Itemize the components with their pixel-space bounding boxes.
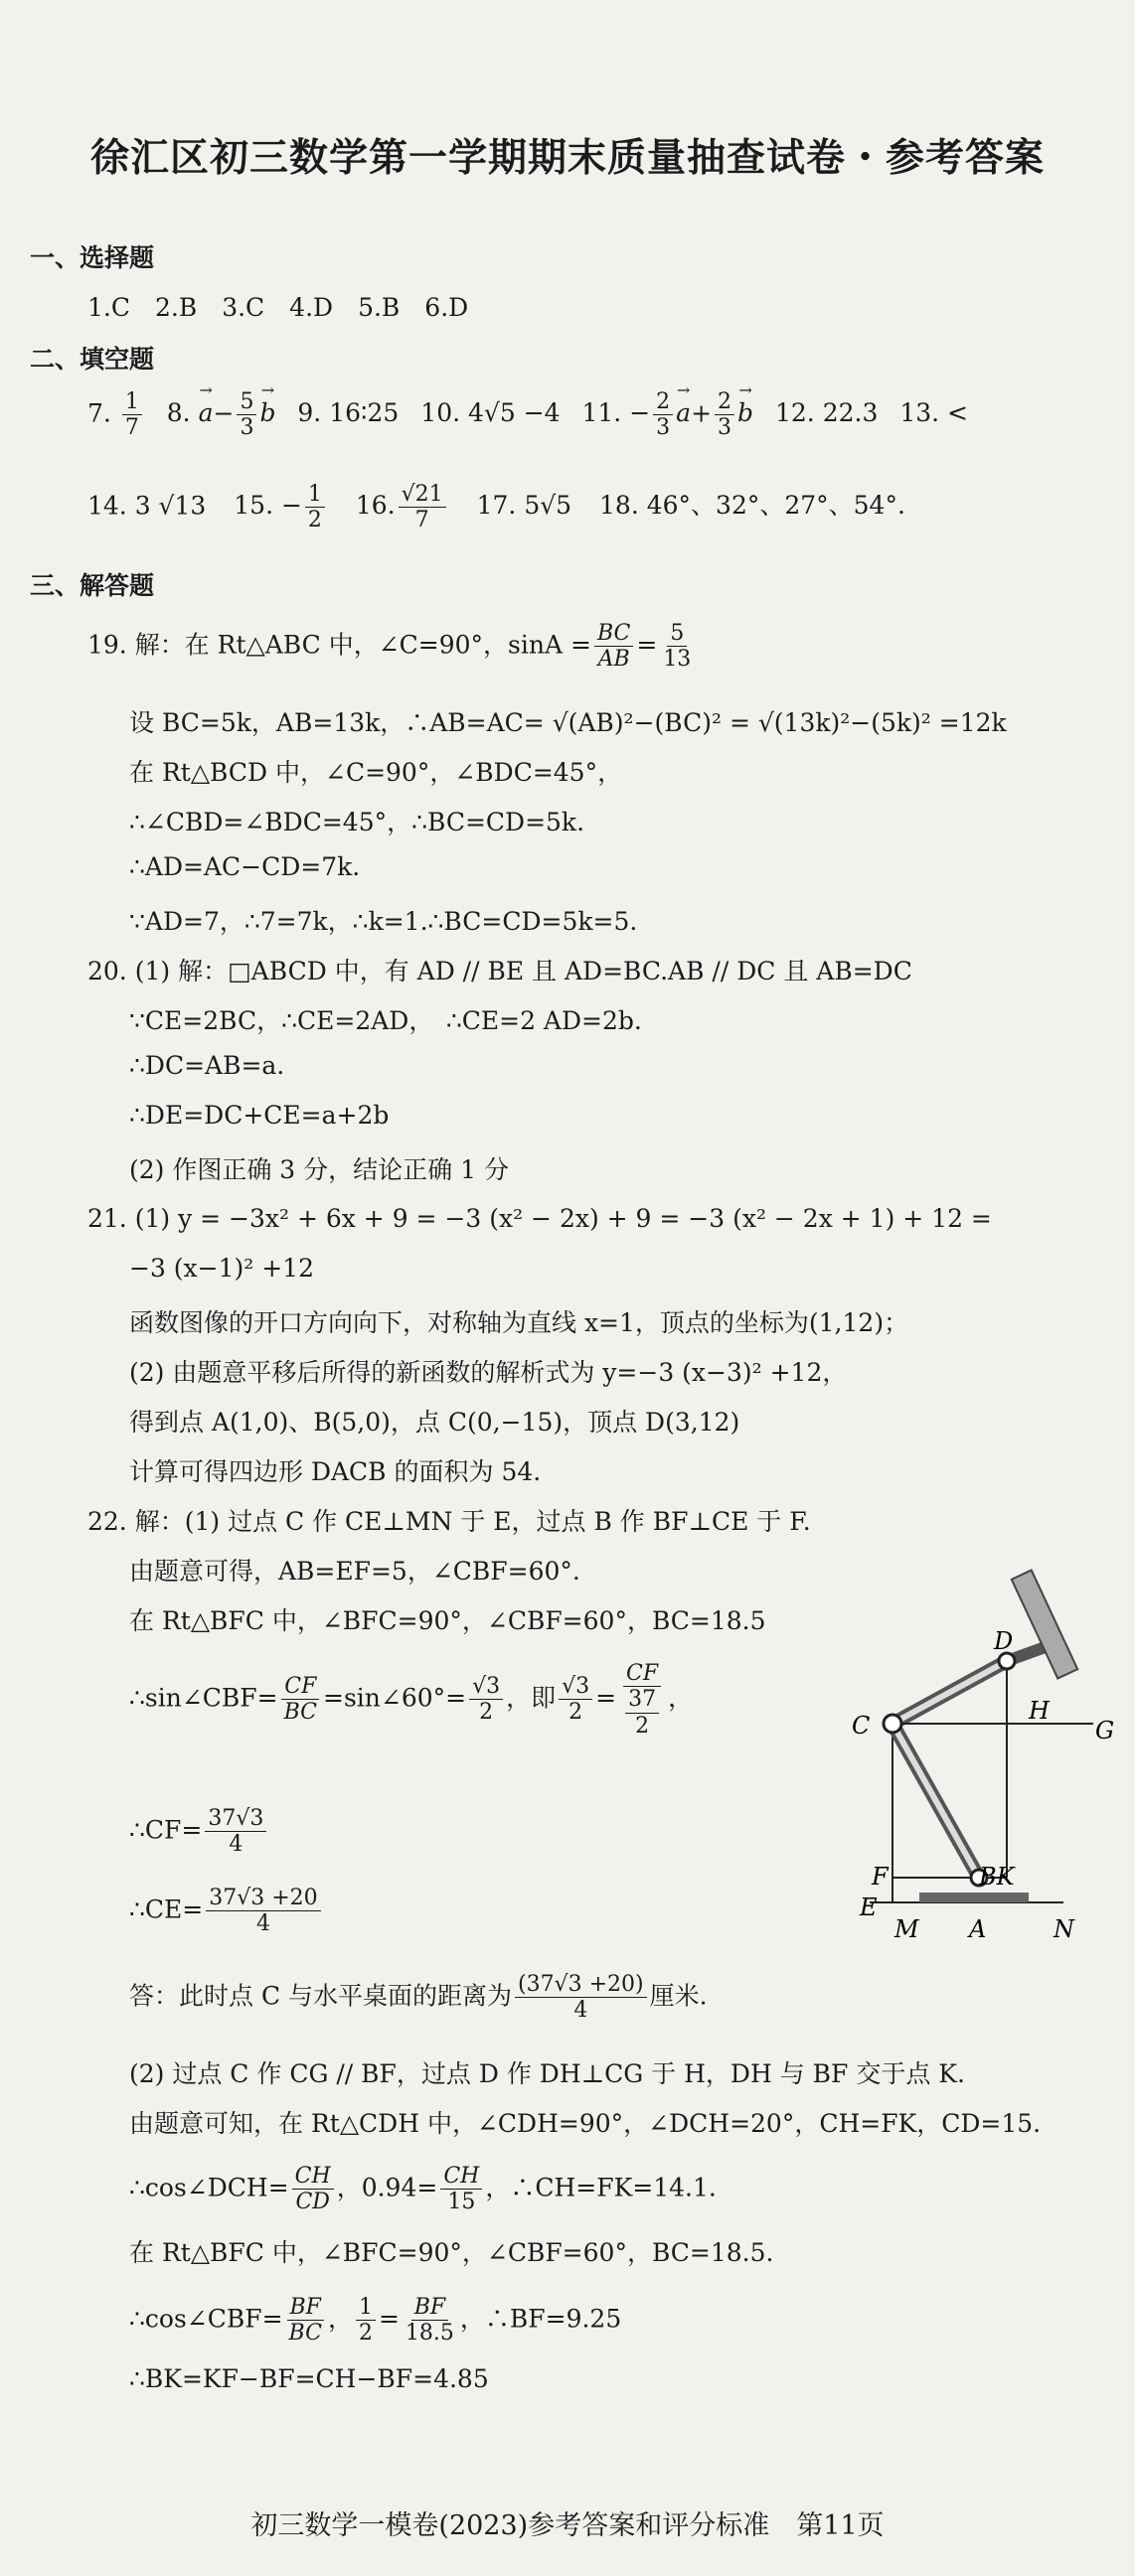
label-N: N bbox=[1054, 1915, 1074, 1943]
q22-line-12: ∴cos∠CBF= $\frac{BF}{BC}$ ， $\frac{1}{2}$ = $\frac{BF}{18.5}$ ，∴BF=9.25 bbox=[129, 2295, 622, 2347]
q19-line-4: ∴∠CBD=∠BDC=45°，∴BC=CD=5k. bbox=[129, 808, 585, 836]
q21-line-2: −3 (x−1)² +12 bbox=[129, 1254, 314, 1283]
q22-line-11: 在 Rt△BFC 中，∠BFC=90°，∠CBF=60°，BC=18.5. bbox=[129, 2238, 774, 2267]
label-C: C bbox=[852, 1712, 871, 1740]
lamp-base bbox=[919, 1893, 1029, 1902]
q19-line-1: 19. 解：在 Rt△ABC 中，∠C=90°，sinA = $\frac{BC}{AB}$ = $\frac{5}{13}$ bbox=[87, 621, 697, 673]
label-A: A bbox=[969, 1915, 987, 1943]
label-M: M bbox=[894, 1915, 919, 1943]
fraction: $\frac{BC}{AB}$ bbox=[594, 621, 633, 673]
q22-line-6: ∴CE= $\frac{37√3 +20}{4}$ bbox=[129, 1886, 324, 1937]
page-footer: 初三数学一模卷(2023)参考答案和评分标准 第11页 bbox=[250, 2510, 885, 2541]
fraction: $\frac{37√3}{4}$ bbox=[205, 1806, 266, 1858]
q22-line-5: ∴CF= $\frac{37√3}{4}$ bbox=[129, 1806, 269, 1858]
fraction: $\frac{1}{2}$ bbox=[356, 2295, 376, 2347]
q19-line-6: ∵AD=7，∴7=7k，∴k=1.∴BC=CD=5k=5. bbox=[129, 907, 638, 936]
q22-line-3: 在 Rt△BFC 中，∠BFC=90°，∠CBF=60°，BC=18.5 bbox=[129, 1606, 766, 1635]
label-F: F bbox=[872, 1863, 889, 1891]
q20-line-1: 20. (1) 解：□ABCD 中，有 AD // BE 且 AD=BC.AB // DC 且 AB=DC bbox=[87, 957, 912, 985]
fraction: $\frac{1}{7}$ bbox=[122, 389, 142, 441]
label-BK: BK bbox=[979, 1863, 1015, 1891]
label-H: H bbox=[1029, 1697, 1050, 1725]
q22-line-9: 由题意可知，在 Rt△CDH 中，∠CDH=90°，∠DCH=20°，CH=FK，CD=15. bbox=[129, 2109, 1042, 2138]
label-E: E bbox=[860, 1894, 878, 1921]
fraction: $\frac{CF}{BC}$ bbox=[281, 1674, 320, 1726]
fraction: $\frac{5}{3}$ bbox=[237, 389, 256, 441]
q20-line-4: ∴DE=DC+CE=a+2b bbox=[129, 1101, 390, 1130]
fraction: $\frac{37√3 +20}{4}$ bbox=[206, 1886, 320, 1937]
q19-line-2: 设 BC=5k，AB=13k，∴AB=AC= √(AB)²−(BC)² = √(13k)²−(5k)² =12k bbox=[129, 708, 1007, 737]
fraction: $\frac{2}{3}$ bbox=[715, 389, 734, 441]
q20-line-2: ∵CE=2BC，∴CE=2AD， ∴CE=2 AD=2b. bbox=[129, 1006, 642, 1035]
fraction: $\frac{BF}{BC}$ bbox=[286, 2295, 325, 2347]
q19-line-3: 在 Rt△BCD 中，∠C=90°，∠BDC=45°， bbox=[129, 758, 623, 787]
fraction: $\frac{CH}{15}$ bbox=[440, 2164, 482, 2215]
fraction: $\frac{37}{2}$ bbox=[625, 1687, 659, 1739]
q22-line-4: ∴sin∠CBF= $\frac{CF}{BC}$ =sin∠60°= $\frac{√3}{2}$ ，即 $\frac{√3}{2}$ = $\frac{CF}{\frac{37}{2}}$ ， bbox=[129, 1661, 694, 1739]
q22-line-8: (2) 过点 C 作 CG // BF，过点 D 作 DH⊥CG 于 H，DH 与 BF 交于点 K. bbox=[129, 2059, 965, 2088]
fill-row-1: 7. $\frac{1}{7}$ 8. → a− $\frac{5}{3}$ → b 9. 16∶25 10. 4√5 −4 11. − $\frac{2}{3}$ → a+ $\frac{2}{3}$ → b 12. 22.3 13. < bbox=[87, 389, 968, 441]
q22-line-7: 答：此时点 C 与水平桌面的距离为 $\frac{(37√3 +20)}{4}$ 厘米. bbox=[129, 1972, 708, 2024]
lamp-head bbox=[1012, 1571, 1077, 1679]
fraction: $\frac{5}{13}$ bbox=[663, 621, 692, 673]
section-heading-fill: 二、填空题 bbox=[30, 345, 155, 374]
fill-row-2: 14. 3 √13 15. − $\frac{1}{2}$ 16. $\frac{√21}{7}$ 17. 5√5 18. 46°、32°、27°、54°. bbox=[87, 482, 905, 533]
page-title: 徐汇区初三数学第一学期期末质量抽查试卷・参考答案 bbox=[89, 136, 1045, 181]
q22-line-10: ∴cos∠DCH= $\frac{CH}{CD}$ ，0.94= $\frac{CH}{15}$ ，∴CH=FK=14.1. bbox=[129, 2164, 717, 2215]
section-heading-choice: 一、选择题 bbox=[30, 243, 155, 272]
q22-line-13: ∴BK=KF−BF=CH−BF=4.85 bbox=[129, 2364, 489, 2393]
q22-line-2: 由题意可得，AB=EF=5，∠CBF=60°. bbox=[129, 1557, 580, 1586]
fraction: $\frac{CF}{\frac{37}{2}}$ bbox=[619, 1661, 665, 1739]
section-heading-solution: 三、解答题 bbox=[30, 571, 155, 600]
fraction: $\frac{1}{2}$ bbox=[305, 482, 325, 533]
fraction: $\frac{√3}{2}$ bbox=[559, 1674, 592, 1726]
q19-line-5: ∴AD=AC−CD=7k. bbox=[129, 852, 361, 881]
label-G: G bbox=[1095, 1717, 1115, 1744]
q21-line-1: 21. (1) y = −3x² + 6x + 9 = −3 (x² − 2x) + 9 = −3 (x² − 2x + 1) + 12 = bbox=[87, 1204, 992, 1233]
q21-line-3: 函数图像的开口方向向下，对称轴为直线 x=1，顶点的坐标为(1,12)； bbox=[129, 1308, 909, 1337]
q21-line-5: 得到点 A(1,0)、B(5,0)，点 C(0,−15)，顶点 D(3,12) bbox=[129, 1408, 740, 1437]
fraction: $\frac{√3}{2}$ bbox=[469, 1674, 503, 1726]
fraction: $\frac{(37√3 +20)}{4}$ bbox=[515, 1972, 647, 2024]
label-D: D bbox=[994, 1627, 1014, 1655]
q20-line-3: ∴DC=AB=a. bbox=[129, 1051, 285, 1080]
q21-line-4: (2) 由题意平移后所得的新函数的解析式为 y=−3 (x−3)² +12， bbox=[129, 1358, 848, 1387]
fraction: $\frac{2}{3}$ bbox=[653, 389, 673, 441]
q21-line-6: 计算可得四边形 DACB 的面积为 54. bbox=[129, 1457, 542, 1486]
fraction: $\frac{BF}{18.5}$ bbox=[405, 2295, 454, 2347]
q22-line-1: 22. 解：(1) 过点 C 作 CE⊥MN 于 E，过点 B 作 BF⊥CE 于 F. bbox=[87, 1507, 811, 1536]
q20-line-5: (2) 作图正确 3 分，结论正确 1 分 bbox=[129, 1155, 509, 1184]
fraction: $\frac{CH}{CD}$ bbox=[292, 2164, 334, 2215]
choice-answers: 1.C 2.B 3.C 4.D 5.B 6.D bbox=[87, 293, 469, 322]
lamp-diagram bbox=[830, 1550, 1123, 1947]
fraction: $\frac{√21}{7}$ bbox=[399, 482, 446, 533]
